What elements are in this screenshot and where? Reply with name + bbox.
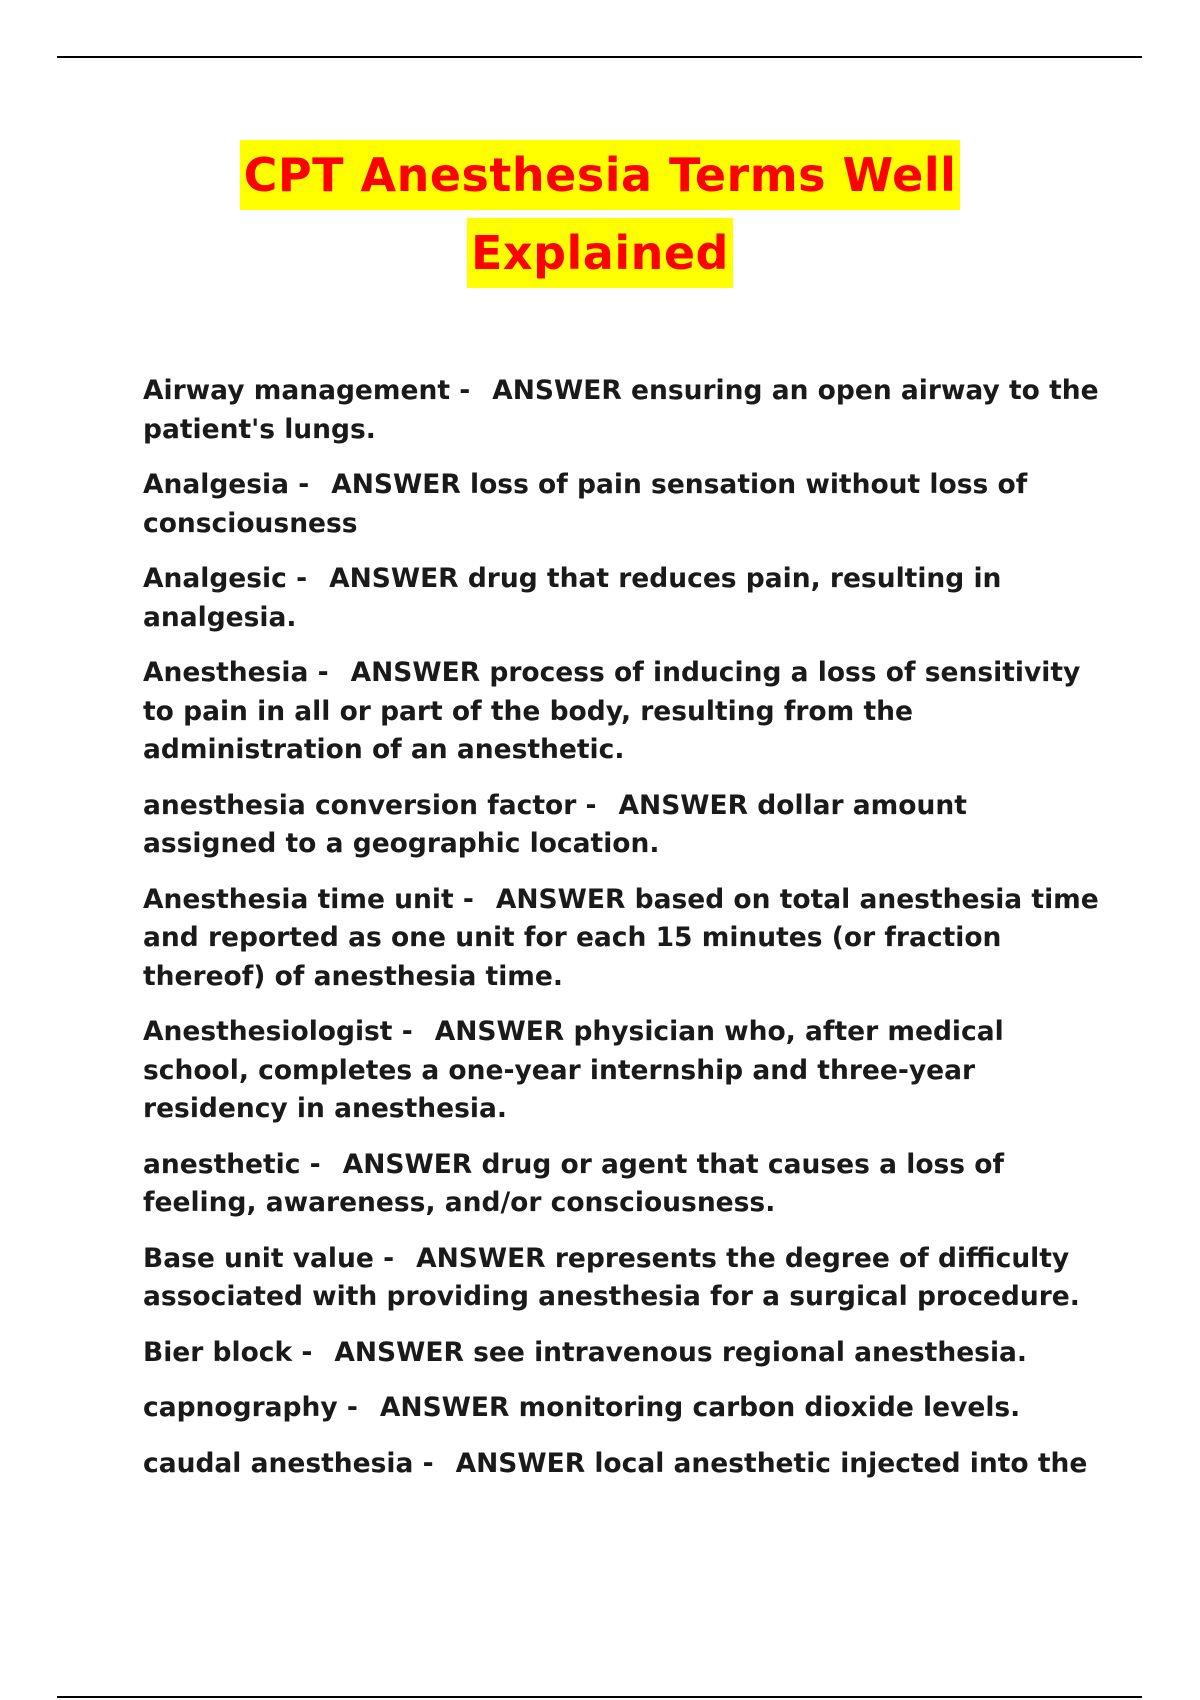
entry-answer-label: ANSWER <box>455 1447 586 1479</box>
glossary-entry <box>143 466 1103 543</box>
entry-definition: local anesthetic injected into the <box>594 1447 1088 1479</box>
glossary-entry <box>143 881 1103 997</box>
entry-answer-label: ANSWER <box>342 1148 473 1180</box>
entry-term: Analgesia - <box>143 469 310 500</box>
glossary-entry <box>143 1389 1103 1428</box>
entry-term: Anesthesia time unit - <box>143 883 474 915</box>
entry-answer-label: ANSWER <box>492 375 622 406</box>
entry-answer-label: ANSWER <box>618 789 749 821</box>
glossary-list <box>143 372 1103 1500</box>
entry-term: capnography - <box>143 1392 358 1423</box>
entry-definition: see intravenous regional anesthesia. <box>473 1336 1027 1368</box>
entry-definition: dollar amount assigned to a geographic location. <box>143 789 967 859</box>
entry-definition: physician who, after medical school, completes a one-year internship and three-year residency in anesthesia. <box>143 1016 1004 1124</box>
entry-definition: monitoring carbon dioxide levels. <box>518 1392 1021 1423</box>
document-title <box>0 140 1200 288</box>
entry-answer-label: ANSWER <box>350 657 481 688</box>
title-line-1: CPT Anesthesia Terms Well <box>240 140 961 210</box>
entry-term: Anesthesiologist - <box>143 1016 413 1047</box>
glossary-entry <box>143 1146 1103 1223</box>
glossary-entry <box>143 372 1103 449</box>
entry-answer-label: ANSWER <box>379 1392 510 1423</box>
entry-term: Airway management - <box>143 375 471 406</box>
entry-answer-label: ANSWER <box>329 563 459 594</box>
glossary-entry <box>143 560 1103 637</box>
entry-answer-label: ANSWER <box>434 1016 565 1047</box>
entry-term: caudal anesthesia - <box>143 1447 434 1479</box>
entry-definition: based on total anesthesia time and reported as one unit for each 15 minutes (or fraction thereof) of anesthesia time. <box>143 883 1099 992</box>
entry-answer-label: ANSWER <box>416 1242 546 1274</box>
entry-definition: ensuring an open airway to the patient's lungs. <box>143 375 1099 445</box>
top-rule <box>57 56 1142 58</box>
entry-definition: loss of pain sensation without loss of consciousness <box>143 469 1028 539</box>
glossary-entry <box>143 654 1103 770</box>
entry-answer-label: ANSWER <box>331 469 461 500</box>
entry-term: Bier block - <box>143 1336 313 1368</box>
bottom-rule <box>57 1696 1142 1698</box>
glossary-entry <box>143 1240 1103 1317</box>
entry-answer-label: ANSWER <box>334 1336 464 1368</box>
title-line-2: Explained <box>467 218 733 288</box>
glossary-entry <box>143 1334 1103 1373</box>
entry-definition: drug or agent that causes a loss of feeling, awareness, and/or consciousness. <box>143 1148 1005 1218</box>
glossary-entry <box>143 787 1103 864</box>
entry-definition: represents the degree of difficulty associated with providing anesthesia for a surgical procedure. <box>143 1242 1080 1312</box>
entry-definition: drug that reduces pain, resulting in analgesia. <box>143 563 1002 633</box>
glossary-entry <box>143 1445 1103 1484</box>
entry-term: Base unit value - <box>143 1242 395 1274</box>
entry-definition: process of inducing a loss of sensitivity to pain in all or part of the body, resulting from the administration of an anesthetic. <box>143 657 1081 765</box>
entry-term: Analgesic - <box>143 563 308 594</box>
entry-term: Anesthesia - <box>143 657 329 688</box>
glossary-entry <box>143 1013 1103 1129</box>
entry-term: anesthesia conversion factor - <box>143 789 597 821</box>
entry-term: anesthetic - <box>143 1148 321 1180</box>
entry-answer-label: ANSWER <box>495 883 626 915</box>
